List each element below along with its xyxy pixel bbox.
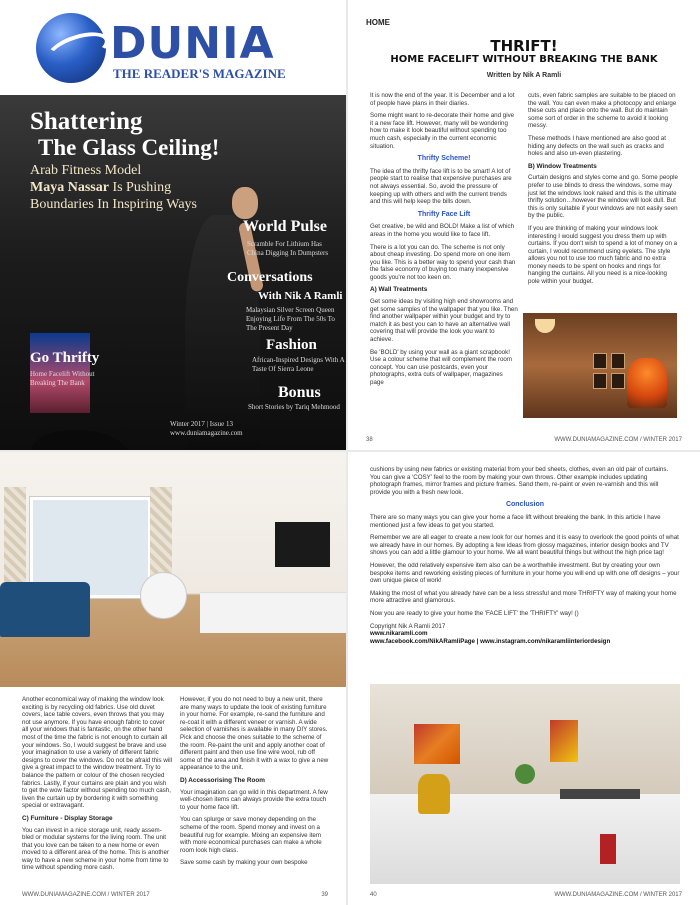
cover-subhead: Arab Fitness Model	[30, 163, 142, 178]
page-38	[348, 0, 700, 450]
fashion-teaser: African-Inspired Designs With A Taste Of Sierra Leone	[252, 356, 345, 373]
conversations-name: With Nik A Ramli	[258, 290, 343, 302]
link-website[interactable]: www.nikaramli.com	[370, 630, 428, 638]
page-39	[0, 452, 346, 905]
magazine-cover	[0, 0, 346, 450]
panther-statue	[30, 430, 130, 450]
room-photo	[523, 313, 677, 418]
bonus-title: Bonus	[278, 384, 321, 401]
cover-website: www.duniamagazine.com	[170, 429, 243, 437]
byline: Written by Nik A Ramli	[486, 72, 562, 79]
heading-conclusion: Conclusion	[505, 501, 545, 509]
world-pulse-teaser: Scramble For Lithium Has China Digging In Dumpsters	[247, 240, 329, 257]
cover-subhead-2: Maya Nassar Is Pushing	[30, 180, 172, 195]
heading-furniture: C) Furniture - Display Storage	[22, 814, 113, 822]
heading-accessorising: D) Accessorising The Room	[180, 776, 265, 784]
page-number: 38	[366, 437, 373, 443]
cover-headline-2: The Glass Ceiling!	[38, 135, 220, 160]
heading-thrifty-face-lift: Thrifty Face Lift	[417, 210, 471, 218]
page-footer: WWW.DUNIAMAGAZINE.COM / WINTER 2017	[554, 437, 682, 443]
page-footer: WWW.DUNIAMAGAZINE.COM / WINTER 2017	[554, 892, 682, 898]
tulips	[627, 358, 667, 408]
section-label: HOME	[366, 18, 390, 27]
living-room-photo	[0, 452, 346, 687]
article-title: THRIFT!	[490, 37, 558, 55]
column-right: cuts, even fabric samples are suitable to be placed on the wall. You can even make a photocopy and enlarge these cuts and place onto the wall. But do maintain some sort of order in the scheme to avoid it looking messy. These methods I have mentioned are also good at hiding any defects on the wall such as cracks and holes and also un-even plastering. B) Window Treatments Curtain designs and styles come and go. Some people prefer to use blinds to dress the windows, some may just let the windows look naked and this is the ultimate thrifty solution…however the window will look dull. But this is only suitable if your windows are not easily seen by the public. If you are thinking of making your windows look interesting I would suggest you dress them up with curtains. If you don't wish to spend a lot of money on a curtain, I would recommend using eyelets. The style allows you not to use too much fabric and no extra money needs to be spent on hooks and rings for hanging the curtains. All you need is a nice-looking pole within your budget.	[528, 92, 678, 286]
article-subtitle: HOME FACELIFT WITHOUT BREAKING THE BANK	[390, 54, 658, 65]
cover-subhead-3: Boundaries In Inspiring Ways	[30, 197, 197, 212]
heading-wall-treatments: A) Wall Treatments	[370, 286, 428, 294]
page-footer: WWW.DUNIAMAGAZINE.COM / WINTER 2017	[22, 892, 150, 898]
column-left: It is now the end of the year. It is December and a lot of people have plans in their diaries. Some might want to re-decorate their home and give it a new face lift. However, many will be wondering how to make it look beautiful without spending too much cash, especially in the current economic situation. Thrifty Scheme! The idea of the thrifty face lift is to be smart! A lot of people start to realise that expensive purchases are not always essential. So, avoid the pressure of keeping up with others and with the current trends and this will help keep the bills down. Thrifty Face Lift Get creative, be wild and BOLD! Make a list of which areas in the home you would like to face lift. There is a lot you can do. The scheme is not only about cheap investing. Do spend more on one item you like. This is a better way to spend your cash than the false economy of buying too many inexpensive goods you're not too keen on. A) Wall Treatments Get some ideas by visiting high end showrooms and get some samples of the wallpaper that you like. Then find another wallpaper within your budget and try to match it as best you can to have an alternative wall covering that will provide the look you want to achieve. Be 'BOLD' by using your wall as a giant scrapbook! Use a colour scheme that will complement the room concept. You can use postcards, even your photographs, extra cuts of wallpaper, magazines page	[370, 92, 518, 386]
page-number: 39	[321, 892, 328, 898]
go-thrifty-title: Go Thrifty	[30, 350, 100, 366]
issue-label: Winter 2017 | Issue 13	[170, 420, 233, 428]
fashion-title: Fashion	[266, 337, 317, 353]
page-number: 40	[370, 892, 377, 898]
page-40	[348, 452, 700, 905]
go-thrifty-teaser: Home Facelift Without Breaking The Bank	[30, 370, 95, 387]
column-right: However, if you do not need to buy a new unit, there are many ways to update the look of existing furniture in your home. For example, re-sand the furniture and re-coat it with a different veneer or varnish. A wide selection of varnishes is available in many DIY stores. Pick and choose the ones suitable to the scheme of the room. Re-paint the unit and apply another coat of different paint and then use fine wire wool, rub off some of the area and finish it with a wax to give a new appearance to the unit. D) Accessorising The Room Your imagination can go wild in this department. A few well-chosen items can always provide the extra touch to your home face lift. You can splurge or save money depending on the scheme of the room. Spend money and invest on a beautiful rug for example. Mixing an expensive item with more economical purchases can make a whole room look high class. Save some cash by making your own bespoke	[180, 696, 329, 867]
cover-headline: Shattering	[30, 108, 143, 135]
copyright: Copyright Nik A Ramli 2017	[370, 622, 446, 630]
column-full: cushions by using new fabrics or existing material from your bed sheets, clothes, even an old pair of curtains. You can give a 'COSY' feel to the room by making your own throws. Other example includes updating photograph frames, mirror frames and picture frames. Sand them, re-paint or even re-varnish and this will provide you with a fresh new look. Conclusion There are so many ways you can give your home a face lift without breaking the bank. In this article I have mentioned just a few ideas to get you started. Remember we are all eager to create a new look for our homes and it is easy to overlook the good points of what we already have in our homes. By adopting a few ideas from glossy magazines, interior design books and TV shows you can add a little glamour to your home. We all want beautiful things but without the high price tag! However, the odd relatively expensive item also can be a worthwhile investment. But by creating your own bespoke items and reworking existing pieces of furniture in your home you will end up with one off designs – your own unique piece of work! Making the most of what you already have can be a less stressful and more THRIFTY way of making your home more attractive and glamorous. Now you are ready to give your home the 'FACE LIFT' the 'THRIFTY' way! () Copyright Nik A Ramli 2017 www.nikaramli.com www.facebook.com/NikARamliPage | www.instagram.com/nikaramliinteriordesign	[370, 466, 680, 645]
globe-logo-icon	[36, 13, 106, 83]
column-left: Another economical way of making the window look exciting is by recycling old fabrics. Use old duvet covers, lace table covers, even throws that you may not use anymore. If you have enough fabric to cover all your windows that is fantastic, on the other hand most of the time the fabric is not enough to curtain all your windows. So, I would suggest be brave and use your imagination to use a variety of different fabric designs to cover the windows. Do not be afraid this will give a great impact to the window treatment. Try to balance the pattern or colour of the chosen recycled fabrics. Lastly, if your curtains are plain and you wish to get the wow factor without spending too much cash, liven the curtain up by bordering it with something special or extravagant. C) Furniture - Display Storage You can invest in a nice storage unit, ready assem-bled or modular systems for the living room. The unit that you love can be taken to a new home or even moved to a different area of the home. This is another way to have a new scheme in your home from time to time without spending more cash.	[22, 696, 172, 872]
world-pulse-title: World Pulse	[243, 218, 328, 235]
heading-thrifty-scheme: Thrifty Scheme!	[417, 155, 471, 163]
bonus-teaser: Short Stories by Tariq Mehmood	[248, 403, 340, 411]
kettle	[418, 774, 450, 814]
heading-window-treatments: B) Window Treatments	[528, 162, 597, 170]
masthead	[0, 0, 346, 95]
conversations-title: Conversations	[227, 270, 313, 285]
logo-tagline: THE READER'S MAGAZINE	[113, 66, 286, 81]
kitchen-photo	[370, 684, 680, 884]
conversations-teaser: Malaysian Silver Screen Queen Enjoying Life From The 50s To The Present Day	[246, 306, 335, 332]
link-social[interactable]: www.facebook.com/NikARamliPage | www.instagram.com/nikaramliinteriordesign	[370, 637, 611, 645]
logo-wordmark: DUNIA	[110, 18, 275, 69]
